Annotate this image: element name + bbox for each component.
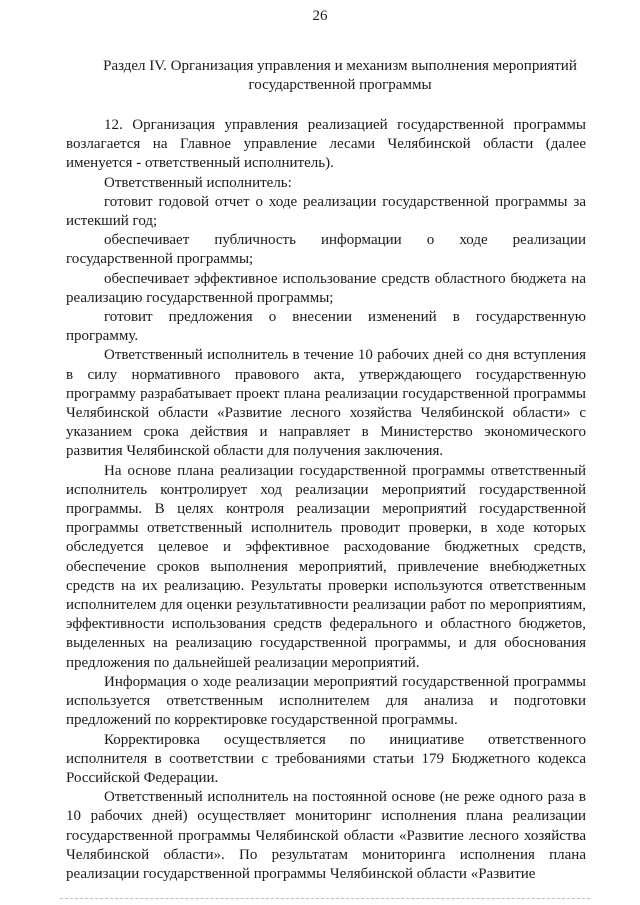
section-title-line-2: государственной программы (248, 77, 432, 93)
page-bottom-edge (60, 898, 590, 899)
paragraph-amendments: готовит предложения о внесении изменений в государственную программу. (66, 309, 586, 345)
paragraph-publicity: обеспечивает публичность информации о ходе реализации государственной программы; (66, 232, 586, 268)
paragraph-control: На основе плана реализации государственной программы ответственный исполнитель контролирует ход реализации мероприятий государственной программы. В целях контроля реализации мероприятий государственной программы ответственный исполнитель проводит проверки, в ходе которых обследуется целевое и эффективное расходование бюджетных средств, обеспечение сроков выполнения мероприятий, привлечение внебюджетных средств на их реализацию. Результаты проверки используются ответственным исполнителем для оценки результативности реализации работ по мероприятиям, эффективности использования средств федерального и областного бюджетов, выделенных на реализацию государственной программы, и для обоснования предложения по дальнейшей реализации мероприятий. (66, 462, 586, 671)
paragraph-correction: Корректировка осуществляется по инициативе ответственного исполнителя в соответствии с требованиями статьи 179 Бюджетного кодекса Российской Федерации. (66, 731, 586, 786)
paragraph-annual-report: готовит годовой отчет о ходе реализации государственной программы за истекший год; (66, 193, 586, 230)
paragraph-executor-heading: Ответственный исполнитель: (104, 174, 292, 191)
section-title (90, 57, 590, 95)
body-text (66, 116, 586, 884)
page-number: 26 (312, 8, 328, 24)
paragraph-responsible-executor: 12. Организация управления реализацией государственной программы возлагается на Главное управление лесами Челябинской области (далее именуется - ответственный исполнитель). (66, 117, 586, 172)
paragraph-implementation-plan: Ответственный исполнитель в течение 10 рабочих дней со дня вступления в силу нормативного правового акта, утверждающего государственную программу разрабатывает проект плана реализации государственной программы Челябинской области «Развитие лесного хозяйства Челябинской области» с указанием срока действия и направляет в Министерство экономического развития Челябинской области для получения заключения. (66, 347, 586, 460)
paragraph-budget-use: обеспечивает эффективное использование средств областного бюджета на реализацию государственной программы; (66, 270, 586, 306)
paragraph-information: Информация о ходе реализации мероприятий государственной программы используется ответственным исполнителем для анализа и подготовки предложений по корректировке государственной программы. (66, 673, 586, 729)
section-title-line-1: Раздел IV. Организация управления и механизм выполнения мероприятий (103, 58, 577, 74)
paragraph-monitoring: Ответственный исполнитель на постоянной основе (не реже одного раза в 10 рабочих дней) осуществляет мониторинг исполнения плана реализации государственной программы Челябинской области «Развитие лесного хозяйства Челябинской области». По результатам мониторинга исполнения плана реализации государственной программы Челябинской области «Развитие (66, 789, 586, 882)
